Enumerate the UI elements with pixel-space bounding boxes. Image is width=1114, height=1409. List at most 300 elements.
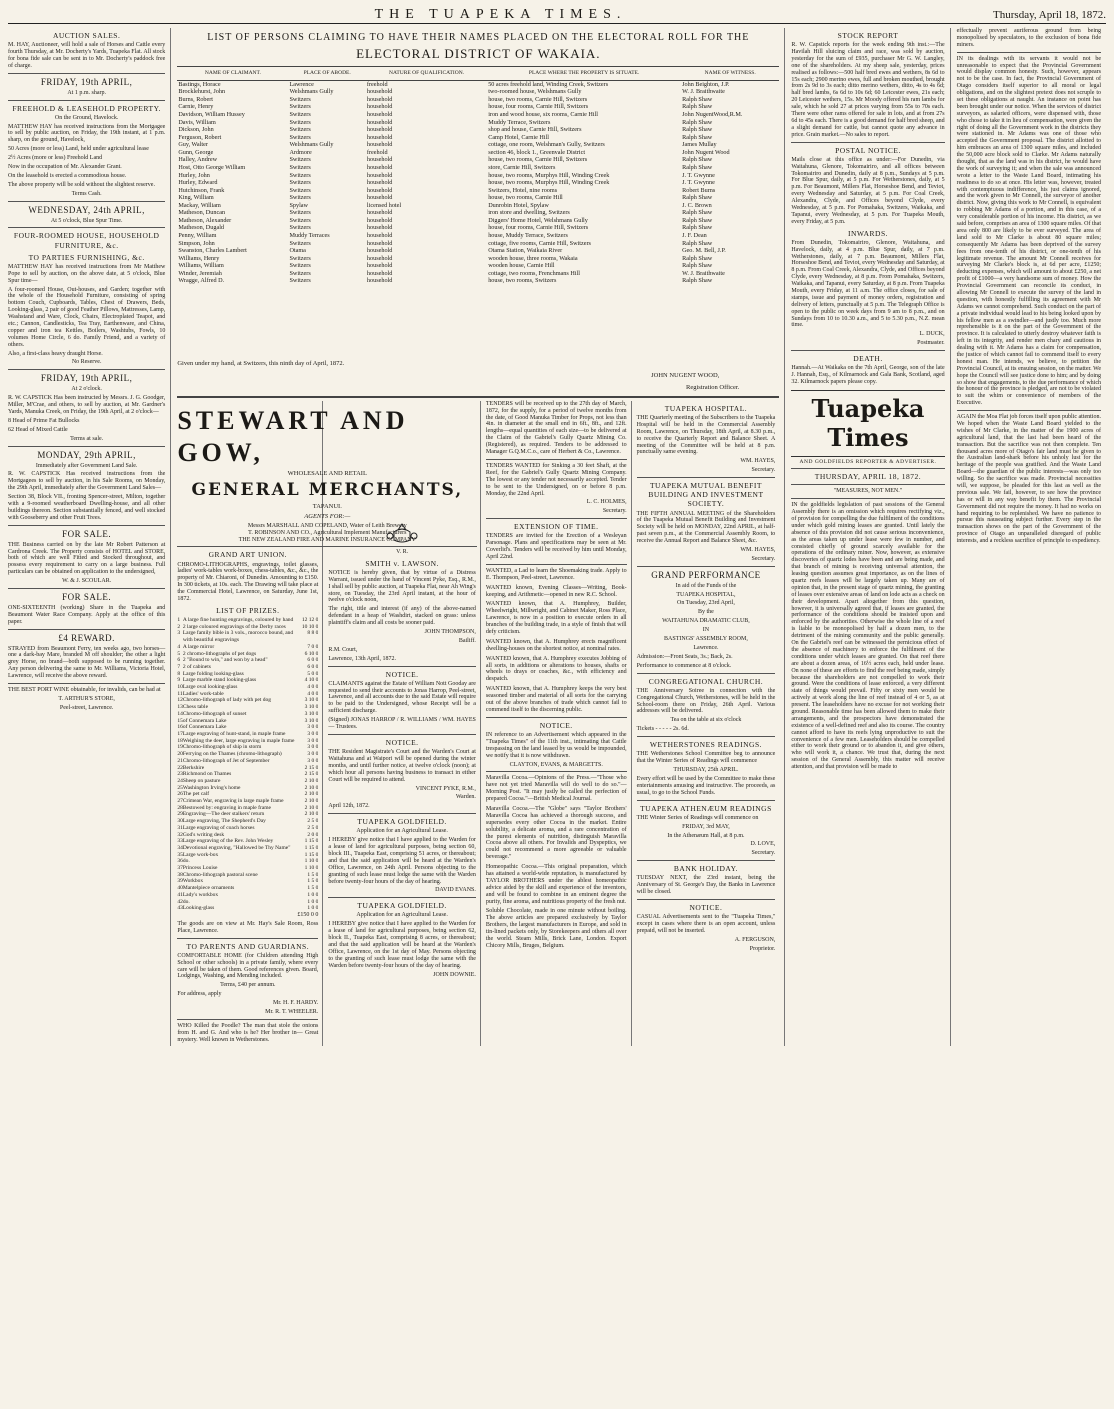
table-row	[177, 149, 779, 157]
electoral-district: ELECTORAL DISTRICT OF WAKAIA.	[356, 46, 601, 62]
prize-cell: 37	[177, 865, 183, 872]
stock-text: R. W. Capstick reports for the week ending 9th inst.:—The Havilah Hill sluicing claim and race, was sold by auction, yesterday for the sum of £935, purchaser Mr G. W. Langley, one of the shareholders. At my sheep sale, yesterday, prices realised as follows:—500 half bred ewes and wethers, 8s 6d to 15s each; 2900 merino ewes, full and broken mouthed, brought from 2s 9d to 3s each; ditto merino wethers, ditto, 4s to 4s 6d; half bred lambs, 6s 6d to 10s 6d; 60 Leicester ewes, 21s each; 20 Leicester wethers, 15s. Mr Moody offered his ram lambs for sale, which he sold 27 at prices varying from 55s to 70s each. There were other rams offered for sale in lots, and at from 27s 6d to 45s each. There is a good demand for half bred sheep, and a slight demand for cattle, but cannot quote any advance in price. Grain market.—No sales to report.	[791, 42, 945, 138]
electoral-header: NAME OF WITNESS.	[681, 67, 779, 81]
electoral-signer-title: Registration Officer.	[686, 383, 740, 391]
table-cell: Switzers	[289, 186, 311, 194]
n-heading: NOTICE.	[689, 902, 723, 912]
table-cell: Switzers	[289, 133, 311, 141]
table-cell: Ralph Shaw	[682, 163, 713, 171]
prize-cell: 2 10 0	[304, 811, 319, 818]
table-cell: Ralph Shaw	[682, 133, 713, 141]
prize-total: £150 0 0	[297, 911, 319, 918]
parents-terms: Terms, £40 per annum.	[220, 982, 276, 989]
table-cell: household	[366, 186, 393, 194]
terms-cash: Terms Cash.	[71, 190, 102, 197]
notice-text: IN reference to an Advertisement which appeared in the "Tuapeka Times" of the 11th inst., intimating that Cattle trespassing on the land leased by us would be impounded, we notify that it is now withdrawn.	[485, 731, 627, 759]
prize-cell: 8	[177, 670, 181, 677]
list-item	[177, 617, 318, 624]
prize-cell: 18	[177, 737, 183, 744]
sub-column-2	[328, 401, 481, 1046]
cocoa-4: Soluble Chocolate, made in one minute without boiling. The above articles are prepared exclusively by Taylor Brothers, the largest manufacturers in Europe, and sold in tin-lined packets only, by Storekeepers and others all over the world. Steam Mills, Brick Lane, London. Export Chicory Mills, Bruges, Belgium.	[485, 908, 627, 949]
prize-cell: 31	[177, 824, 183, 831]
want-4: WANTED known, that A. Humphrey erects magnificent dwelling-houses on the shortest notice, at nominal rates.	[485, 638, 627, 652]
table-cell: Switzers	[289, 163, 311, 171]
list-item	[177, 865, 318, 872]
stewart-sub: WHOLESALE AND RETAIL	[287, 470, 367, 478]
table-cell: household	[366, 262, 393, 270]
weth-more: Every effort will be used by the Committee to make these entertainments amusing and instructive. The proceeds, as usual, to go to the School Funds.	[636, 775, 776, 796]
prize-cell: Lady's workbox	[182, 891, 219, 898]
prize-cell: Berkshire	[182, 764, 205, 771]
list-item	[177, 651, 318, 658]
list-item	[177, 778, 318, 785]
prize-cell: Engraving—The deer stalkers' return	[182, 811, 265, 818]
tenders-text: TENDERS will be received up to the 27th day of March, 1872, for the supply, for a period of twelve months from the date, of Good Manuka Timber for Props, not less than 4in. in diameter at the small end in 6ft., 8ft., and 12ft. lengths—equal quantities of each size—to be delivered at the Claim of the Gabriel's Gully Quartz Mining Co. (Registered), as required. Tenders to be addressed to Manager G.Q.M.C.o., care of Herbert & Co., Lawrence.	[485, 400, 627, 456]
prize-cell: Princess Louise	[182, 865, 218, 872]
tuapeka-times-title: Tuapeka Times	[791, 390, 944, 457]
table-cell: Switzers	[289, 171, 311, 179]
prize-cell: 12	[177, 697, 183, 704]
friday-heading: FRIDAY, 19th APRIL,	[40, 76, 133, 87]
list-item	[177, 832, 318, 839]
forsale-heading: FOR SALE.	[62, 528, 112, 539]
prize-cell: 1 5 0	[307, 885, 319, 892]
prize-cell: A large mirror	[182, 643, 215, 650]
editorial-3: IN its dealings with its servants it would not be unreasonable to expect that the Provincial Government would display common honesty. Such, however, appears not to be the case. In fact, the Provincial Government of Otago considers itself superior to all moral or legal obligations, and on the slightest pretext does not scruple to set these obligations at naught. An instance on point has been brought under our notice. When the services of district surveyors, as salaried officers, were dispensed with, those who chose to take it in lieu of compensation, were given the right of doing all the Government work in the districts they were stationed in. Mr Adams was one of those who accepted the Government proposal. The district allotted to him embraces an area of 1300 square miles, and included the 50,000 acre block sold to Clarke. Mr Adams naturally thought, that as the land was in his district, he would have the work of surveying it; and when the sale was announced wrote a letter to the Waste Land Board, intimating his readiness to do so at once. His letter was, however, treated with contemptuous indifference, his just claims ignored, and the work given to Mr Connell, the surveyor of another district. Now, giving this work to Mr Connell, is equivalent to robbing Mr Adams of a portion, and in this case, of a very considerable portion of his income. His district, as we said before, comprises an area of 1300 square miles. Of that area only 800 are likely to be ever surveyed. The area of land sold to Mr Clarke is about 80 square miles; consequently Mr Adams has been deprived of the survey fees from one-tenth of his district, or one-tenth of his legitimate revenue. The amount Mr Connell receives for surveying Mr Clarke's block is, at 6d per acre, £1250; deducting expenses, which will amount to about £250, a net profit of £1000—a very handsome sum of money. How the Provincial Government can reconcile its conduct, in allowing Mr Connell to execute the survey of the land in question, with honestly fulfilling its agreement with Mr Adams we cannot comprehend. Such conduct on the part of a private individual would lead to his being looked upon by his fellow men as a swindler—and justly too. Much more reprehensible is it on the part of the Government of the province. It is calculated to utterly destroy whatever faith is left in its integrity, and render men chary and cautious in dealing with it. Mr Adams has a claim for compensation, the justice of which cannot fail to commend itself to every honest man. He intends, we believe, to petition the Provincial Council, at its ensuing session, on the matter. We hope the Council will see justice done to him; and by doing so show that engagements, to the due performance of which the honour of the province is pledged, are not to be violated to suit the whim or convenience of members of the Executive.	[956, 55, 1101, 407]
table-cell: Burns, Robert	[178, 95, 214, 103]
wed-time: At 5 o'clock, Blue Spur Time.	[50, 217, 123, 224]
electoral-header: PLACE WHERE THE PROPERTY IS SITUATE.	[487, 67, 681, 81]
electoral-list	[177, 28, 779, 392]
table-row	[177, 277, 779, 285]
sub-column-4	[637, 401, 780, 1046]
prize-cell: 30	[177, 818, 183, 825]
weth-date: THURSDAY, 25th APRIL.	[673, 767, 739, 774]
prize-cell: Large engraving of coach horses	[182, 824, 255, 831]
prize-cell: do.	[182, 898, 190, 905]
prize-cell: 24	[177, 777, 183, 784]
prize-cell: 15	[177, 717, 183, 724]
editorial-1: IN the goldfields legislation of past sessions of the General Assembly there is an omission which requires rectifying viz., of provision for compelling the due fulfilment of the conditions under which gold mining leases are granted. Until lately the absence of this provision did not cause serious inconvenience, as the areas taken up under lease were few in number, and consisted chiefly of ground scarcely available for the operations of the ordinary miner. Now, however, as extensive discoveries of quartz lodes have been and are being made, and that branch of mining is receiving universal attention, the leasing question assumes great importance, as on the lines of quartz reefs leases will be largely taken up. Many are of opinion that, in the present stage of quartz mining, the granting of leases over extensive areas of land on lode acts as a check on their development. Apart altogether from this question, however, it is universally agreed that, if leases are granted, the performance of the conditions should be insisted upon and enforced by the authorities. Otherwise the whole line of a reef is liable to be monopolised by half a dozen men, to the detriment of the mining community and the public generally. On the Gabriel's reef can be witnessed the pernicious effect of the absence of machinery to enforce the fulfilment of the conditions under which leases are granted. On that reef there are about a dozen areas, of 16½ acres each, held under lease. On none of these are efforts to find the reef being made, simply because the shareholders are not compelled to work their ground. Were the conditions of lease enforced, a very different state of things would prevail. Fifty or sixty men would be actively at work along the line of reef instead of 4 or 5, as at present. The leaseholders have no excuse for not working their ground. Reasonable time has been allowed them to make their arrangements, and the prospectors have demonstrated the existence of a well-defined reef and also its course. The country cannot afford to have its reefs lying unproductive to suit the convenience of a few men. Leaseholders should be compelled either to work their ground or to abandon it, and give others, who will work it, a chance. We trust that, during the next session of the General Assembly, this matter will receive attention, and that provision will be made to	[791, 502, 945, 771]
table-cell: Switzers	[289, 269, 311, 277]
tenders2-title: Secretary.	[602, 508, 627, 515]
prize-table	[177, 617, 318, 912]
table-cell: Switzers	[289, 262, 311, 270]
table-row	[177, 270, 779, 278]
prize-cell: Looking-glass	[182, 905, 215, 912]
table-cell: 50 acres freehold land, Winding Creek, Switzers	[488, 80, 609, 88]
prize-cell: 2 15 0	[304, 764, 319, 771]
prize-cell: of Connemara Lake	[182, 717, 227, 724]
table-cell: W. J. Braithwaite	[682, 269, 725, 277]
list-item	[177, 724, 318, 731]
editorial-4: AGAIN the Moa Flat job forces itself upon public attention. We hoped when the Waste Land Board yielded to the wishes of Mr Clarke, in the matter of the 1900 acres of agricultural land, that the last had been heard of the transaction. But the sacrifice was not then complete. Ten thousand acres more of Otago's fair land must be given to the Australian land-shark before his unholy lust for the heritage of the people was gratified. And the Waste Land Board—the guardian of the public interests—was only too willing. So the sacrifice was made. Provincial necessities will, we suppose, be pleaded for this last as well as the previous sale. We fail, however, to see how the province has or will in any way benefit by them. The Provincial Government did not require the money. It had no works on hand requiring to be replenished. We have no patience to pursue this nauseating subject further. Every step in the transaction shows on the part of the Government of the province of Otago an unparalleled disregard of public interests, and a reckless sacrifice of principle to expediency.	[956, 414, 1101, 545]
hay-notice: M. HAY, Auctioneer, will hold a sale of Horses and Cattle every fourth Thursday, at Mr. Docherty's Yards, Tuapeka Flat. All stock for bona fide sale can be sent in to Mr. Docherty's paddock free of charge.	[8, 42, 166, 69]
no-reserve: No Reserve.	[71, 359, 102, 366]
prize-cell: 4 0 0	[307, 690, 319, 697]
parents-sig-1: Mr. H. F. HARDY.	[273, 1000, 319, 1007]
prize-cell: 3 10 0	[304, 697, 319, 704]
fri2-time: At 2 o'clock.	[71, 386, 102, 393]
prize-cell: 1 0 0	[307, 898, 319, 905]
table-cell: household	[366, 254, 393, 262]
table-cell: household	[366, 95, 393, 103]
table-cell: Ferguson, Robert	[178, 133, 222, 141]
tuapeka-times-sub: AND GOLDFIELDS REPORTER & ADVERTISER.	[799, 458, 937, 465]
prize-cell: 11	[177, 690, 183, 697]
table-cell: Ralph Shaw	[682, 103, 713, 111]
table-cell: cottage, two rooms, Frenchmans Hill	[488, 269, 580, 277]
table-cell: Switzers	[289, 277, 311, 285]
perf-aid: In aid of the Funds of the	[675, 582, 737, 589]
perf-town: Lawrence.	[693, 644, 719, 651]
prize-cell: 25	[177, 784, 183, 791]
table-cell: Davis, William	[178, 118, 216, 126]
rwc-notice: R. W. CAPSTICK Has been instructed by Messrs. J. G. Goodger, Miller, M'Crae, and others, to sell by auction, at Mr. Gardner's Yards, Manuka Creek, on Friday, the 19th April, at 2 o'clock—	[8, 395, 166, 415]
prize-cell: 9	[177, 677, 181, 684]
table-cell: Switzers	[289, 156, 311, 164]
table-cell: Wragge, Alfred D.	[178, 277, 225, 285]
auction-column	[8, 28, 171, 1046]
table-cell: house, four rooms, Carnie Hill, Switzers	[488, 103, 589, 111]
table-cell: freehold	[366, 80, 388, 88]
table-cell: house, two rooms, Carnie Hill, Switzers	[488, 156, 588, 164]
list-item	[177, 664, 318, 671]
list-item	[177, 818, 318, 825]
electoral-header: PLACE OF ABODE.	[288, 67, 365, 81]
table-cell: Penny, William	[178, 232, 217, 239]
prize-cell: 1 10 0	[304, 865, 319, 872]
port-text: THE BEST PORT WINE obtainable, for invalids, can be had at	[8, 687, 161, 694]
prize-cell: 6 10 0	[304, 650, 319, 657]
mutual-sig: WM. HAYES,	[740, 546, 776, 553]
prize-cell: Chromo-lithograph pastoral scene	[182, 871, 258, 878]
electoral-given: Given under my hand, at Switzers, this ninth day of April, 1872.	[177, 360, 345, 368]
list-item	[177, 852, 318, 859]
table-cell: Matheson, Alexander	[178, 216, 232, 224]
leasehold-note: On the leasehold is erected a commodious house.	[8, 172, 127, 179]
prize-cell: Large engraving of the Rev. John Wesley	[182, 838, 274, 845]
hosp-text: THE Quarterly meeting of the Subscribers to the Tuapeka Hospital will be held in the Commercial Assembly Room, Lawrence, on Thursday, 18th April, at 8.30 p.m., to receive the Quarterly Report and Balance Sheet. A meeting of the Committee will be held at 8 p.m. punctually same evening.	[636, 414, 776, 456]
table-cell: household	[366, 163, 393, 171]
table-cell: Welshmans Gully	[289, 88, 334, 96]
list-item	[177, 785, 318, 792]
table-cell: Simpson, John	[178, 239, 215, 247]
table-row	[177, 119, 779, 127]
prize-cell: Chess table	[182, 704, 209, 711]
stewart-agents-2: T. ROBINSON AND CO., Agricultural Implement Manufacturers	[248, 529, 407, 536]
table-row	[177, 187, 779, 195]
list-item	[177, 899, 318, 906]
prize-cell: Washington Irving's home	[182, 784, 241, 791]
table-row	[177, 141, 779, 149]
table-cell: Diggers' Home Hotel, Welshmans Gully	[488, 216, 588, 224]
list-item	[177, 811, 318, 818]
table-cell: Switzers	[289, 179, 311, 187]
prize-cell: 7	[177, 663, 181, 670]
prize-cell: Large engraving of hunt-stand, in maple frame	[182, 731, 286, 737]
wed-heading: WEDNESDAY, 24th APRIL,	[28, 204, 145, 215]
table-cell: Ralph Shaw	[682, 95, 713, 103]
prize-cell: 2 10 0	[304, 784, 319, 791]
list-item	[177, 677, 318, 684]
weth-heading: WETHERSTONES READINGS.	[649, 740, 762, 750]
sub-column-3	[486, 401, 632, 1046]
table-cell: household	[366, 126, 393, 134]
table-cell: house, Muddy Terrace, Switzers	[488, 232, 568, 239]
list-item	[177, 684, 318, 691]
table-cell: Ralph Shaw	[682, 239, 713, 247]
table-cell: Ralph Shaw	[682, 262, 713, 270]
prize-cell: 4	[177, 643, 181, 650]
prize-cell: Crimean War, engraving in large maple frame	[182, 798, 284, 805]
table-cell: Switzers	[289, 254, 311, 262]
cocoa-1: Maravilla Cocoa.—Opinions of the Press.—"Those who have not yet tried Maravilla will do well to do so."—Morning Post. "It may justly be called the perfection of prepared Cocoa."—British Medical Journal.	[485, 775, 627, 803]
hosp-sig: WM. HAYES,	[740, 458, 776, 465]
table-row	[177, 156, 779, 164]
table-row	[177, 194, 779, 202]
prize-cell: 1 10 0	[304, 858, 319, 865]
prize-cell: 12 12 0	[301, 617, 319, 624]
bailiff-title: Bailiff.	[458, 637, 476, 644]
prize-cell: The pet calf	[182, 791, 210, 798]
list-item	[177, 765, 318, 772]
list-item	[177, 805, 318, 812]
prize-cell: 2	[177, 623, 181, 630]
prize-cell: 3 0 0	[307, 744, 319, 751]
prize-cell: Richmond on Thames	[182, 771, 232, 778]
table-cell: household	[366, 179, 393, 187]
prize-cell: 2 of cabinets	[182, 663, 211, 670]
table-cell: Switzers	[289, 118, 311, 126]
prize-cell: 8 8 0	[307, 630, 319, 637]
prize-cell: Chromo-lithograph of lady with pet dog	[182, 697, 271, 704]
tenders2-text: TENDERS WANTED for Sinking a 30 feet Shaft, at the Reef, for the Gabriel's Gully Quartz Mining Company. The lowest or any tender not necessarily accepted. Tender to be sent to the Undersigned, on or before 8 p.m. Monday, the 22nd April.	[485, 462, 627, 497]
prize-cell: 1 0 0	[307, 891, 319, 898]
table-cell: Geo. M. Bell, J.P.	[682, 247, 726, 255]
prize-cell: 3 0 0	[307, 737, 319, 744]
table-cell: Winder, Jeremiah	[178, 269, 222, 277]
prize-cell: 13	[177, 704, 183, 711]
table-row	[177, 103, 779, 111]
rwc2-notice: R. W. CAPSTICK Has received instructions from the Mortgagees to sell by auction, in his Sale Rooms, on Monday, the 29th April, immediately after the Government Land Sales—	[8, 471, 166, 492]
prize-cell: Large engraving, The Shepherd's Day	[182, 818, 266, 825]
prize-cell: 4 10 0	[304, 677, 319, 684]
postal-sig: L. DUCK,	[919, 331, 945, 338]
masthead	[8, 6, 1106, 24]
table-cell: freehold	[366, 148, 388, 156]
prize-cell: 5	[177, 650, 181, 657]
table-row	[177, 126, 779, 134]
pyke-name: VINCENT PYKE, R.M.,	[415, 785, 476, 792]
table-cell: household	[366, 277, 393, 285]
n-sig: A. FERGUSON,	[734, 936, 776, 943]
prize-cell: 14	[177, 710, 183, 717]
lot-occupation: Now in the occupation of Mr. Alexander Grant.	[8, 164, 122, 171]
table-cell: household	[366, 247, 393, 255]
prize-cell: Large family bible in 3 vols., morocco bound, and with beautiful engravings	[182, 630, 294, 644]
ath-heading: TUAPEKA ATHENÆUM READINGS	[640, 803, 772, 813]
prize-cell: 34	[177, 844, 183, 851]
death-heading: DEATH.	[853, 354, 883, 364]
parties-heading: TO PARTIES FURNISHING, &c.	[28, 252, 145, 262]
table-cell: Ralph Shaw	[682, 209, 713, 217]
rwc-terms: Terms at sale.	[70, 435, 104, 442]
table-cell: Spylaw	[289, 201, 308, 209]
prize-cell: 3 0 0	[307, 731, 319, 737]
table-row	[177, 164, 779, 172]
prize-cell: 1 0 0	[307, 905, 319, 912]
table-cell: Ralph Shaw	[682, 254, 713, 262]
prize-cell: 21	[177, 757, 183, 764]
mh2-items: A four-roomed House, Out-houses, and Garden; together with the whole of the Household Furniture, consisting of spring bottom Couch, Cupboards, Tables, Chest of Drawers, Beds, Looking-glass, 2 pair of good Feather Pillows, Mattresses, Lamp, Washstand and Ware, Clock, Chairs, Electroplated Teapot, and etc.; Cannon, Candlesticks, Tea Tray, Earthenware, and China, copper and iron tea Kettles, Boilers, Washtubs, Fowls, 10 volumes Home Circle, 6 do. Family Friend, and a variety of others.	[8, 286, 166, 348]
gold2-sig: JOHN DOWNIE.	[433, 971, 476, 978]
cong-text: THE Anniversary Soiree in connection with the Congregational Church, Wetherstones, will be held in the School-room there on Friday, 26th April. Various addresses will be delivered.	[636, 687, 776, 715]
rwc-lot-1: 8 Head of Prime Fat Bullocks	[8, 417, 80, 424]
table-cell: household	[366, 209, 393, 217]
prize-cell: 33	[177, 838, 183, 845]
table-cell: Switzers	[289, 209, 311, 217]
prize-cell: 36	[177, 858, 183, 865]
table-cell: Camp Hotel, Carnie Hill	[488, 133, 550, 141]
perf-room: BASTINGS' ASSEMBLY ROOM,	[664, 636, 748, 643]
notice3-text: THE Resident Magistrate's Court and the Warden's Court at Waitahuna and at Waipori will be opened during the winter months, and until further notice, at twelve o'clock (noon); at which hour all persons having business to transact in either Court will be required to attend.	[328, 749, 476, 783]
prize-cell: 20	[177, 751, 183, 758]
table-cell: Muddy Terrace, Switzers	[488, 118, 551, 126]
table-row	[177, 111, 779, 119]
prize-cell: Large marble stand looking-glass	[182, 677, 257, 684]
list-item	[177, 704, 318, 711]
prize-cell: 42	[177, 898, 183, 905]
list-item	[177, 771, 318, 778]
list-item	[177, 630, 318, 643]
stewart-agents-3: THE NEW ZEALAND FIRE AND MARINE INSURANCE COMPANY	[238, 536, 416, 543]
table-cell: James Mullay	[682, 141, 717, 149]
notice-heading: NOTICE.	[539, 720, 573, 730]
prize-cell: 1 15 0	[304, 844, 319, 851]
prize-cell: Ferrying on the Thames (chromo-lithograph)	[182, 751, 282, 758]
prize-cell: 41	[177, 891, 183, 898]
want-5: WANTED known, that A. Humphrey executes Jobbing of all sorts, in additions or alterations to houses, shafts or wheels to drays or coaches, &c., with efficiency and despatch.	[485, 655, 627, 683]
table-row	[177, 232, 779, 240]
list-item	[177, 758, 318, 765]
want-2: WANTED known, Evening Classes—Writing, Book-keeping, and Arithmetic—opened in new R.C. School.	[485, 584, 627, 598]
report-column	[791, 28, 950, 1046]
port-store: T. ARTHUR'S STORE,	[58, 695, 115, 702]
tt-motto: "MEASURES, NOT MEN."	[833, 488, 903, 495]
prize-cell: 17	[177, 731, 183, 737]
table-cell: household	[366, 269, 393, 277]
list-item	[177, 892, 318, 899]
case-heading: SMITH v. LAWSON.	[365, 558, 439, 568]
forsale-text: THE Business carried on by the late Mr Robert Patterson at Cardrona Creek. The Property consists of HOTEL and STORE, both of which are well Fitted and Stocked throughout, and possess every requirement to carry on a large business. Full particulars can be obtained on application to the undersigned,	[8, 541, 166, 576]
prize-cell: 2 5 0	[307, 824, 319, 831]
list-item	[177, 731, 318, 738]
table-cell: Dickson, John	[178, 126, 214, 134]
prize-cell: 3 0 0	[307, 751, 319, 758]
auction-heading: AUCTION SALES.	[52, 31, 121, 40]
prize-cell: Large work-box	[182, 851, 219, 858]
prize-cell: 2 chromo-lithographs of pet dogs	[182, 650, 257, 657]
table-cell: household	[366, 118, 393, 126]
prize-cell: 4 0 0	[307, 684, 319, 691]
prize-cell: Chromo-lithograph of sunset	[182, 710, 247, 717]
prize-cell: 3 0 0	[307, 757, 319, 764]
table-row	[177, 224, 779, 232]
hosp-title: Secretary.	[751, 467, 776, 474]
table-cell: Ralph Shaw	[682, 216, 713, 224]
prize-cell: God's writing desk	[182, 831, 225, 838]
editorial-2: effectually prevent auriferous ground from being monopolised by speculators, to the exclusion of bona fide miners.	[956, 28, 1101, 48]
stewart-agents-head: AGENTS FOR:—	[304, 512, 351, 520]
prize-cell: 39	[177, 878, 183, 885]
table-cell: Halley, Andrew	[178, 156, 218, 164]
electoral-title: LIST OF PERSONS CLAIMING TO HAVE THEIR NAMES PLACED ON THE ELECTORAL ROLL FOR THE	[207, 32, 750, 43]
table-cell: W. J. Braithwaite	[682, 88, 725, 96]
table-cell: J. F. Dean	[682, 232, 707, 239]
hosp-heading: TUAPEKA HOSPITAL.	[664, 403, 748, 413]
prize-cell: 27	[177, 798, 183, 805]
table-cell: Muddy Terraces	[289, 232, 330, 239]
list-item	[177, 791, 318, 798]
list-item	[177, 872, 318, 879]
table-cell: house, two rooms, Carnie Hill, Switzers	[488, 95, 588, 103]
forsale2-text: ONE-SIXTEENTH (working) Share in the Tuapeka and Beaumont Water Race Company. Apply at the office of this paper.	[8, 604, 166, 625]
table-cell: John Nugent Wood	[682, 148, 730, 156]
table-row	[177, 134, 779, 142]
prize-cell: 29	[177, 811, 183, 818]
table-cell: household	[366, 171, 393, 179]
prize-cell: Large oval looking-glass	[182, 684, 238, 691]
table-cell: Swanston, Charles Lambert	[178, 247, 247, 255]
death-text: Hannah.—At Waikaka on the 7th April, George, son of the late J. Hannah, Esq., of Kilmarnock and Gala Bank, Scotland, aged 32. Kilmarnock papers please copy.	[791, 365, 945, 386]
table-cell: Mackay, William	[178, 201, 221, 209]
prize-cell: Weighing the deer, large engraving in maple frame	[182, 737, 295, 744]
pyke-date: April 12th, 1872.	[328, 803, 370, 810]
list-item	[177, 798, 318, 805]
table-row	[177, 255, 779, 263]
table-cell: Dunrobin Hotel, Spylaw	[488, 201, 549, 209]
table-cell: Otama	[289, 247, 306, 255]
prize-cell: 19	[177, 744, 183, 751]
inwards-heading: INWARDS.	[847, 228, 888, 238]
stewart-town: TAPANUI.	[312, 502, 342, 510]
postal-title: Postmaster.	[917, 340, 945, 347]
mutual-heading: TUAPEKA MUTUAL BENEFIT BUILDING AND INVESTMENT SOCIETY.	[648, 481, 764, 509]
tenders2-sig: L. C. HOLMES,	[586, 499, 627, 506]
list-item	[177, 845, 318, 852]
n-text: CASUAL Advertisements sent to the "Tuapeka Times," except in cases where there is an open account, unless prepaid, will not be inserted.	[636, 914, 776, 934]
lot-2: 2½ Acres (more or less) Freehold Land	[8, 155, 103, 162]
table-cell: Ralph Shaw	[682, 194, 713, 202]
port-address: Peel-street, Lawrence.	[59, 704, 114, 711]
table-cell: Ardmore	[289, 148, 312, 156]
table-row	[177, 88, 779, 96]
masthead-title: THE TUAPEKA TIMES.	[374, 7, 627, 22]
mh2-notice: MATTHEW HAY has received instructions from Mr Matthew Pope to sell by auction, on the above date, at 5 o'clock, Blue Spur time—	[8, 263, 166, 284]
ath-title: Secretary.	[751, 850, 776, 857]
stewart-title: STEWART AND GOW,	[177, 405, 409, 467]
prize-cell: 3 10 0	[304, 704, 319, 711]
table-cell: Switzers	[289, 224, 311, 232]
bailiff-name: JOHN THOMPSON,	[424, 628, 476, 635]
prize-cell: 38	[177, 871, 183, 878]
prize-cell: 2 10 0	[304, 804, 319, 811]
table-cell: cottage, one room, Welshman's Gully, Switzers	[488, 141, 605, 149]
middle-section	[177, 28, 785, 1046]
prize-cell: Devotional engraving, "Hallowed be Thy Name"	[182, 844, 291, 851]
prize-cell: 43	[177, 905, 183, 912]
